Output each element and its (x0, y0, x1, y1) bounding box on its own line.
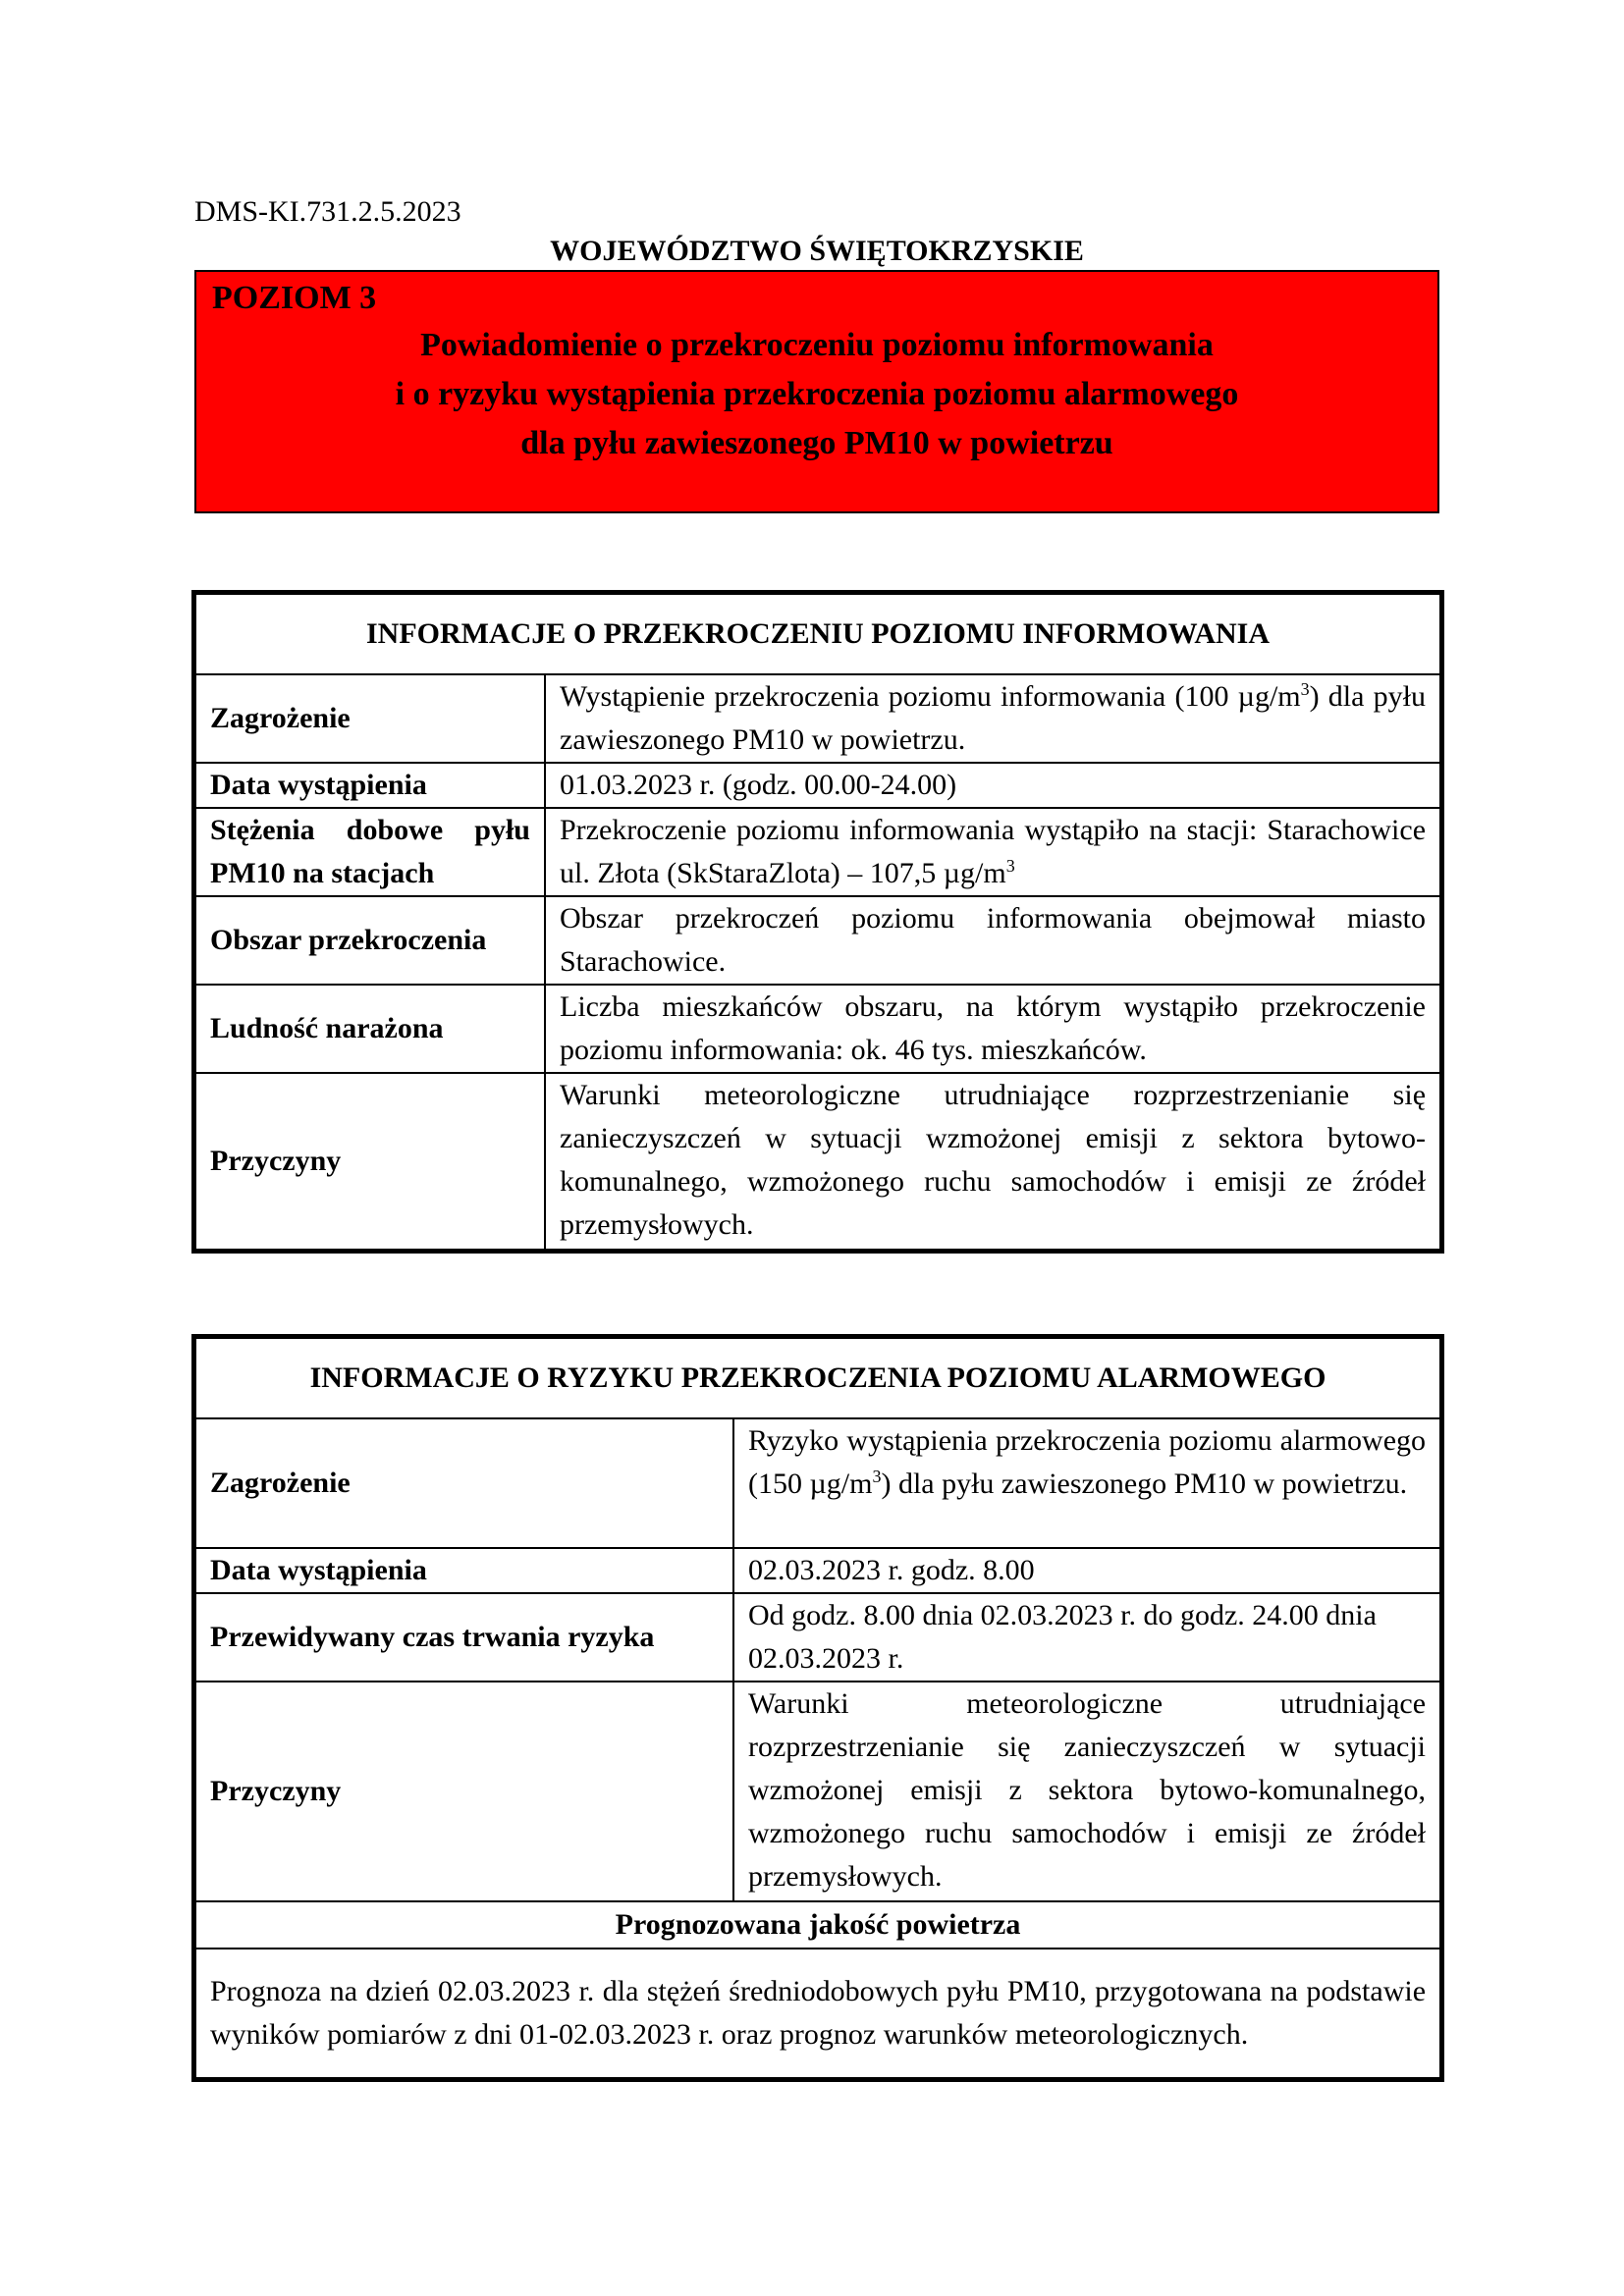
row-label-threat: Zagrożenie (195, 674, 545, 763)
row-value-date: 02.03.2023 r. godz. 8.00 (733, 1548, 1440, 1593)
row-value-causes: Warunki meteorologiczne utrudniające rozprzestrzenianie się zanieczyszczeń w sytuacji wzmożonej emisji z sektora bytowo-komunalnego, wzmożonego ruchu samochodów i emisji ze źródeł przemysłowych. (545, 1073, 1440, 1250)
row-label-date: Data wystąpienia (195, 1548, 733, 1593)
row-label-threat: Zagrożenie (195, 1418, 733, 1548)
row-value-population: Liczba mieszkańców obszaru, na którym wystąpiło przekroczenie poziomu informowania: ok. 46 tys. mieszkańców. (545, 985, 1440, 1073)
alert-banner (194, 270, 1439, 513)
row-value-date: 01.03.2023 r. (godz. 00.00-24.00) (545, 763, 1440, 808)
row-value-concentrations: Przekroczenie poziomu informowania wystąpiło na stacji: Starachowice ul. Złota (SkStaraZlota) – 107,5 $\mu g/m^3$ (545, 808, 1440, 896)
alert-level: POZIOM 3 (212, 280, 377, 316)
alarm-risk-table (194, 1337, 1441, 2079)
table-heading: INFORMACJE O PRZEKROCZENIU POZIOMU INFORMOWANIA (195, 594, 1440, 674)
row-label-causes: Przyczyny (195, 1073, 545, 1250)
row-label-date: Data wystąpienia (195, 763, 545, 808)
row-label-population: Ludność narażona (195, 985, 545, 1073)
row-value-causes: Warunki meteorologiczne utrudniające rozprzestrzenianie się zanieczyszczeń w sytuacji wzmożonej emisji z sektora bytowo-komunalnego, wzmożonego ruchu samochodów i emisji ze źródeł przemysłowych. (733, 1682, 1440, 1901)
information-threshold-table (194, 593, 1441, 1251)
table-heading: INFORMACJE O RYZYKU PRZEKROCZENIA POZIOMU ALARMOWEGO (195, 1338, 1440, 1418)
alert-title-line: Powiadomienie o przekroczeniu poziomu informowania (420, 327, 1214, 363)
alert-title-line: dla pyłu zawieszonego PM10 w powietrzu (520, 425, 1113, 461)
region-title: WOJEWÓDZTWO ŚWIĘTOKRZYSKIE (550, 235, 1084, 267)
forecast-heading: Prognozowana jakość powietrza (195, 1901, 1440, 1949)
row-label-causes: Przyczyny (195, 1682, 733, 1901)
row-label-area: Obszar przekroczenia (195, 896, 545, 985)
row-value-threat: Ryzyko wystąpienia przekroczenia poziomu alarmowego (150 $\mu g/m^3$) dla pyłu zawieszonego PM10 w powietrzu. (733, 1418, 1440, 1548)
row-value-threat: Wystąpienie przekroczenia poziomu informowania (100 $\mu g/m^3$) dla pyłu zawieszonego PM10 w powietrzu. (545, 674, 1440, 763)
document-reference: DMS-KI.731.2.5.2023 (194, 195, 461, 228)
row-value-area: Obszar przekroczeń poziomu informowania obejmował miasto Starachowice. (545, 896, 1440, 985)
row-value-duration: Od godz. 8.00 dnia 02.03.2023 r. do godz. 24.00 dnia 02.03.2023 r. (733, 1593, 1440, 1682)
row-label-duration: Przewidywany czas trwania ryzyka (195, 1593, 733, 1682)
alert-title (196, 321, 1437, 468)
forecast-text: Prognoza na dzień 02.03.2023 r. dla stężeń średniodobowych pyłu PM10, przygotowana na podstawie wyników pomiarów z dni 01-02.03.2023 r. oraz prognoz warunków meteorologicznych. (195, 1949, 1440, 2078)
row-label-concentrations: Stężenia dobowe pyłu PM10 na stacjach (195, 808, 545, 896)
alert-title-line: i o ryzyku wystąpienia przekroczenia poziomu alarmowego (395, 376, 1239, 412)
